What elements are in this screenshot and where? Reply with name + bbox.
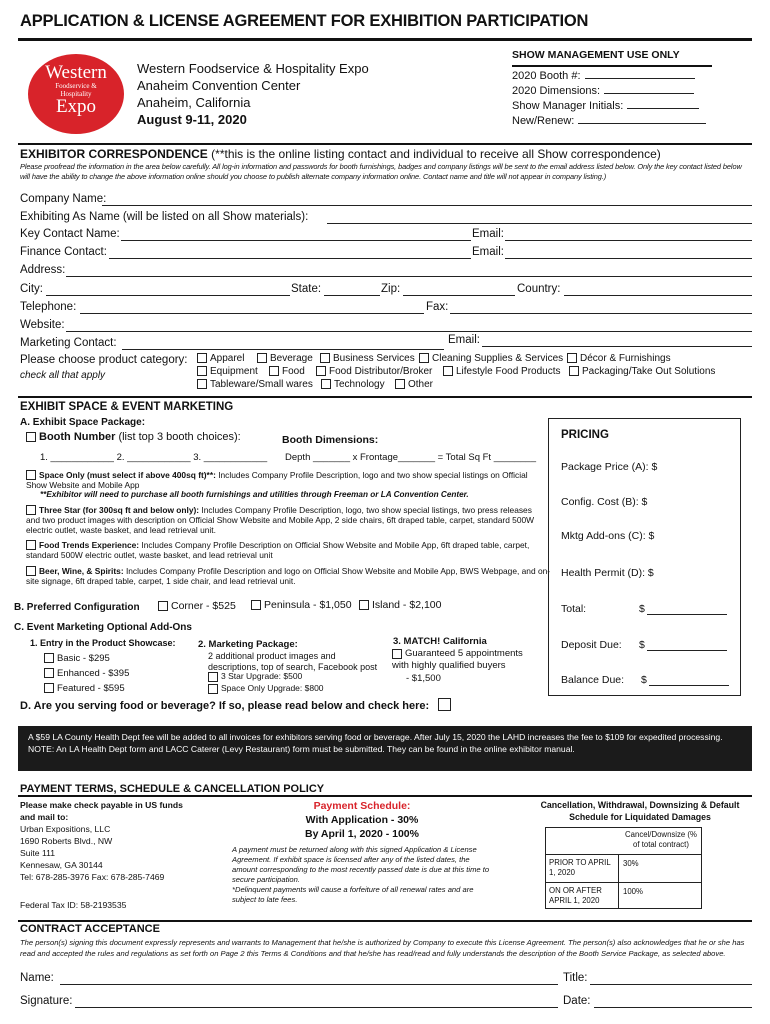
cancel-heading: Cancellation, Withdrawal, Downsizing & Default Schedule for Liquidated Damages [540,800,740,822]
category-apparel[interactable]: Apparel [197,353,244,364]
pricing-box [548,418,741,696]
category-food-distributor[interactable]: Food Distributor/Broker [316,366,432,377]
health-permit-field[interactable]: Health Permit (D): $ [561,567,654,579]
country-label: Country: [517,283,561,295]
with-application: With Application - 30% [305,814,419,826]
website-input[interactable] [66,331,752,332]
c1-label: 1. Entry in the Product Showcase: [30,638,176,648]
section-rule-1 [18,143,752,145]
category-other[interactable]: Other [395,379,433,390]
category-packaging[interactable]: Packaging/Take Out Solutions [569,366,715,377]
featured-option[interactable]: Featured - $595 [44,683,125,694]
marketing-contact-label: Marketing Contact: [20,337,117,349]
key-contact-label: Key Contact Name: [20,228,120,240]
signature-label: Signature: [20,995,73,1007]
logo-line2: Foodservice & [55,82,97,90]
exhibitor-heading: EXHIBITOR CORRESPONDENCE (**this is the online listing contact and individual to receive all Show correspondence) [20,147,661,161]
payee-company: Urban Expositions, LLC [20,824,111,834]
a-label: A. Exhibit Space Package: [20,417,146,428]
company-name-label: Company Name: [20,193,107,205]
peninsula-option[interactable]: Peninsula - $1,050 [251,599,352,611]
email1-label: Email: [472,228,504,240]
marketing-contact-input[interactable] [122,349,444,350]
payable-note: Please make check payable in US funds and mail to: [20,800,183,822]
logo-line1: Western [45,62,107,83]
address-input[interactable] [66,276,752,277]
c2-text: 2 additional product images and descriptions, top of search, Facebook post [208,651,378,672]
payment-schedule-block [232,800,492,905]
cancel-col-header: Cancel/Downsize (% of total contract) [625,830,697,849]
config-cost-field[interactable]: Config. Cost (B): $ [561,496,648,508]
schedule-note: A payment must be returned along with this signed Application & License Agreement. If exhibit space is licensed after any of the listed dates, the amount corresponding to the most recently passed date is due at this time to secure participation. [232,845,490,884]
new-renew-field[interactable]: New/Renew: [512,114,712,129]
exhibit-heading: EXHIBIT SPACE & EVENT MARKETING [20,401,234,413]
exhibiting-as-label: Exhibiting As Name (will be listed on all Show materials): [20,211,309,223]
email1-input[interactable] [505,240,752,241]
page-title: APPLICATION & LICENSE AGREEMENT FOR EXHIBITION PARTICIPATION [20,12,589,30]
event-dates: August 9-11, 2020 [137,112,247,127]
by-april: By April 1, 2020 - 100% [304,828,419,840]
payee-suite: Suite 111 [20,848,56,858]
show-management-box [512,48,712,128]
cancellation-block [540,799,740,823]
cancel-row-2-when: ON OR AFTER APRIL 1, 2020 [549,886,602,905]
c2-label: 2. Marketing Package: [198,639,298,650]
basic-option[interactable]: Basic - $295 [44,653,110,664]
contract-text: The person(s) signing this document expressly represents and warrants to Management that he/she is authorized by Company to execute this License Agreement. The person(s) also acknowledges that he or she has read and accepted the rules and regulations as set forth on Page 2 this Terms & Conditions and that he/she has read/read and fully understands the description of the Booth Service Package, as selected above. [20,938,745,958]
c3-label: 3. MATCH! California [393,636,487,647]
fax-input[interactable] [450,313,752,314]
space-only-upgrade-option[interactable]: Space Only Upgrade: $800 [208,683,324,694]
section-rule-2 [18,396,752,398]
date-label: Date: [563,995,591,1007]
event-city: Anaheim, California [137,95,251,110]
category-food[interactable]: Food [269,366,305,377]
email3-label: Email: [448,334,480,346]
finance-contact-label: Finance Contact: [20,246,107,258]
balance-field[interactable]: Balance Due: $ [561,674,731,686]
deposit-field[interactable]: Deposit Due: $ [561,639,731,651]
initials-field[interactable]: Show Manager Initials: [512,99,712,114]
category-equipment[interactable]: Equipment [197,366,258,377]
c-label: C. Event Marketing Optional Add-Ons [14,622,192,633]
cancel-row-1-when: PRIOR TO APRIL 1, 2020 [549,858,611,877]
total-field[interactable]: Total: $ [561,603,731,615]
title-input[interactable] [590,984,752,985]
food-notice: A $59 LA County Health Dept fee will be added to all invoices for exhibitors serving food or beverage. After July 15, 2020 the LAHD increases the fee to $109 for expedited processing. NOTE: An LA Health Dept form and LACC Caterer (Levy Restaurant) form must be submitted. They can be found in the online exhibitor manual. [18,726,752,771]
address-label: Address: [20,264,66,276]
name-label: Name: [20,972,54,984]
dimensions-field[interactable]: 2020 Dimensions: [512,84,712,99]
zip-input[interactable] [403,295,515,296]
fax-label: Fax: [426,301,449,313]
booth-choices[interactable]: 1. ____________ 2. ____________ 3. ____________ [40,452,268,463]
booth-dims-label: Booth Dimensions: [282,434,379,446]
corner-option[interactable]: Corner - $525 [158,600,236,612]
cancel-row-2-pct: 100% [623,887,643,896]
category-cleaning[interactable]: Cleaning Supplies & Services [419,353,563,364]
title-label: Title: [563,972,588,984]
zip-label: Zip: [381,283,401,295]
package-price-field[interactable]: Package Price (A): $ [561,461,658,473]
key-contact-input[interactable] [121,240,471,241]
event-venue: Anaheim Convention Center [137,78,301,93]
email2-label: Email: [472,246,504,258]
pricing-heading: PRICING [561,429,609,441]
finance-contact-input[interactable] [109,258,471,259]
name-input[interactable] [60,984,558,985]
island-option[interactable]: Island - $2,100 [359,599,441,611]
match-option[interactable]: Guaranteed 5 appointments with highly qualified buyers [392,648,523,671]
payee-street: 1690 Roberts Blvd., NW [20,836,113,846]
booth-number-field[interactable]: 2020 Booth #: [512,69,712,84]
dims-formula[interactable]: Depth _______ x Frontage_______ = Total Sq Ft ________ [285,452,536,463]
c3-price: - $1,500 [406,673,441,684]
d-label: D. Are you serving food or beverage? If so, please read below and check here: [20,700,430,712]
payee-phones: Tel: 678-285-3976 Fax: 678-285-7469 [20,872,165,882]
state-input[interactable] [324,295,380,296]
city-label: City: [20,283,43,295]
cancel-row-1-pct: 30% [623,859,639,868]
date-input[interactable] [594,1007,752,1008]
tax-id: Federal Tax ID: 58-2193535 [20,900,127,910]
category-business-services[interactable]: Business Services [320,353,415,364]
contract-rule [18,920,752,922]
event-info [137,60,369,128]
category-tableware[interactable]: Tableware/Small wares [197,379,313,390]
mail-to-block [20,799,190,911]
expo-logo [28,54,124,134]
logo-line4: Expo [55,96,97,117]
event-name: Western Foodservice & Hospitality Expo [137,61,369,76]
telephone-label: Telephone: [20,301,77,313]
website-label: Website: [20,319,65,331]
exhibitor-instructions: Please proofread the information in the area below carefully. All log-in information and passwords for booth furnishings, badges and company listings will be sent to the email address listed below. Only the key contact listed below will have the ability to change the above information online should you choose to publish alternate company information online. Contact name and title will not appear in company listing.) [20,162,742,181]
logo-line3: Hospitality [60,90,92,98]
category-technology[interactable]: Technology [321,379,385,390]
category-decor[interactable]: Décor & Furnishings [567,353,671,364]
space-only-note: **Exhibitor will need to purchase all booth furnishings and utilities through Freeman or LA Convention Center. [40,490,469,499]
b-label: B. Preferred Configuration [14,602,140,613]
mktg-addons-field[interactable]: Mktg Add-ons (C): $ [561,530,655,542]
state-label: State: [291,283,322,295]
schedule-heading: Payment Schedule: [313,800,411,812]
category-beverage[interactable]: Beverage [257,353,313,364]
category-lifestyle[interactable]: Lifestyle Food Products [443,366,561,377]
email2-input[interactable] [505,258,752,259]
food-trends-option[interactable]: Food Trends Experience: Includes Company Profile Description on Official Show Website and Mobile App, 6ft draped table, carpet, standard 500W electric outlet, waste basket, and lead retrieval unit [26,540,530,560]
three-star-option[interactable]: Three Star (for 300sq ft and below only): Includes Company Profile Description, logo, two show special listings, two press releases and two product images with description on Official Show Website and Mobile App, 2 side chairs, 6ft draped table, carpet, standard 500W electric outlet, waste basket, and lead retrieval unit. [26,505,535,535]
space-only-option[interactable]: Space Only (must select if above 400sq ft)**: Includes Company Profile Description, logo and two show special listings on Official Show Website and Mobile App [26,470,528,490]
exhibiting-as-input[interactable] [327,223,752,224]
contract-heading: CONTRACT ACCEPTANCE [20,923,160,935]
signature-input[interactable] [75,1007,558,1008]
category-note: check all that apply [20,370,106,381]
payment-rule [18,795,752,797]
payment-heading: PAYMENT TERMS, SCHEDULE & CANCELLATION POLICY [20,783,325,795]
enhanced-option[interactable]: Enhanced - $395 [44,668,129,679]
food-beverage-checkbox[interactable] [438,698,451,711]
title-rule [18,38,752,41]
payee-citystate: Kennesaw, GA 30144 [20,860,103,870]
email3-input[interactable] [482,346,752,347]
telephone-input[interactable] [80,313,424,314]
cancel-table [545,827,702,909]
bws-option[interactable]: Beer, Wine, & Spirits: Includes Company Profile Description and logo on Official Show Website and Mobile App, BWS Webpage, and on-site signage, 6ft draped table, carpet, 1 side chair, and lead retrieval unit. [26,566,551,586]
booth-number-option[interactable]: Booth Number (list top 3 booth choices): [26,431,241,443]
category-label: Please choose product category: [20,354,188,366]
show-mgmt-heading: SHOW MANAGEMENT USE ONLY [512,48,712,67]
three-star-upgrade-option[interactable]: 3 Star Upgrade: $500 [208,671,302,682]
country-input[interactable] [564,295,752,296]
delinquent-note: *Delinquent payments will cause a forfeiture of all renewal rates and are subject to late fees. [232,885,474,904]
city-input[interactable] [46,295,290,296]
company-name-input[interactable] [102,205,752,206]
